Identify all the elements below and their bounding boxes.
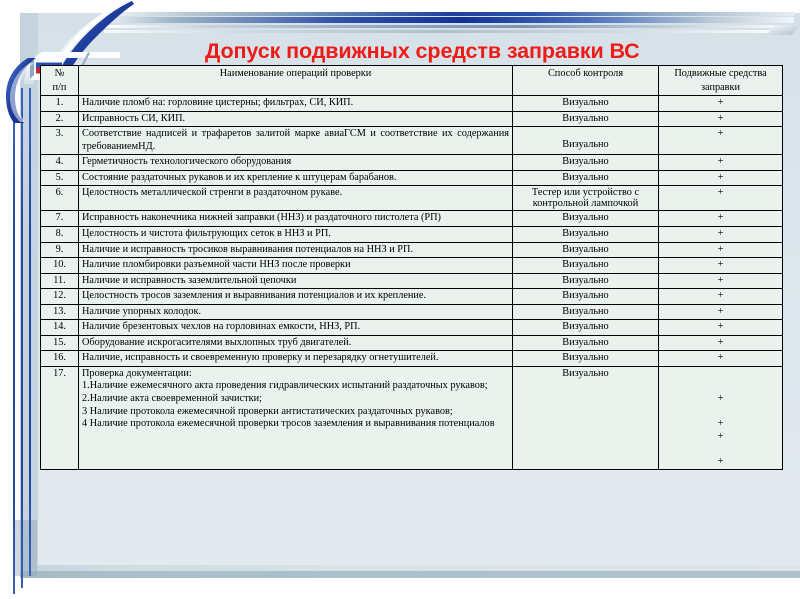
row-number: 5. [41, 170, 79, 186]
row-number: 4. [41, 155, 79, 171]
row-method: Визуально [513, 211, 659, 227]
row-vehicle-mark: + [659, 258, 783, 274]
row-operation [79, 366, 513, 469]
column-header-number-line1: № [54, 68, 65, 79]
vertical-rule-3 [29, 88, 31, 576]
row-operation: Наличие, исправность и своевременную проверку и перезарядку огнетушителей. [79, 351, 513, 367]
column-header-vehicle-line1: Подвижные средства [674, 68, 767, 79]
row-method: Визуально [513, 320, 659, 336]
row-vehicle-mark: + [659, 335, 783, 351]
table-row [41, 258, 783, 274]
vertical-rule-2 [21, 88, 23, 588]
table-row [41, 335, 783, 351]
row-number: 15. [41, 335, 79, 351]
header-ribbon-1 [104, 12, 794, 16]
row-method: Визуально [513, 258, 659, 274]
row-number: 3. [41, 127, 79, 155]
row-operation: Целостность тросов заземления и выравнивания потенциалов и их крепление. [79, 289, 513, 305]
column-header-method: Способ контроля [513, 66, 659, 96]
row-method: Визуально [513, 155, 659, 171]
row-method [513, 127, 659, 155]
table-row-documentation [41, 366, 783, 469]
header-ribbon-3 [104, 25, 794, 28]
inspection-table-wrapper [40, 65, 782, 470]
row-vehicle-mark: + [659, 351, 783, 367]
row-operation: Целостность и чистота фильтрующих сеток в ННЗ и РП. [79, 226, 513, 242]
row-operation: Наличие пломб на: горловине цистерны; фильтрах, СИ, КИП. [79, 96, 513, 112]
row-vehicle-mark: + [659, 226, 783, 242]
vehicle-mark-1: + [717, 393, 724, 404]
table-header-row [41, 66, 783, 96]
row-vehicle-mark: + [659, 242, 783, 258]
row-operation: Исправность наконечника нижней заправки (ННЗ) и раздаточного пистолета (РП) [79, 211, 513, 227]
row-method: Визуально [513, 111, 659, 127]
table-row [41, 273, 783, 289]
row-method: Визуально [513, 351, 659, 367]
row-method: Визуально [513, 366, 659, 469]
row-vehicle-mark: + [659, 111, 783, 127]
documentation-item-1: 1.Наличие ежемесячного акта проведения гидравлических испытаний раздаточных рукавов; [82, 380, 488, 392]
vehicle-mark-4: + [717, 455, 724, 467]
row-operation: Соответствие надписей и трафаретов залитой марке авиаГСМ и соответствие их содержания требованиемНД. [79, 127, 513, 155]
row-vehicle-mark: + [659, 127, 783, 155]
table-row [41, 320, 783, 336]
row-operation: Состояние раздаточных рукавов и их крепление к штуцерам барабанов. [79, 170, 513, 186]
row-number: 2. [41, 111, 79, 127]
table-row [41, 304, 783, 320]
table-row [41, 96, 783, 112]
row-operation: Оборудование искрогасителями выхлопных труб двигателей. [79, 335, 513, 351]
row-method: Визуально [513, 289, 659, 305]
header-ribbon-4 [104, 30, 776, 33]
row-vehicle-mark: + [659, 155, 783, 171]
header-ribbon-2 [104, 17, 794, 23]
table-row [41, 226, 783, 242]
row-number: 11. [41, 273, 79, 289]
row-vehicle-mark: + [659, 273, 783, 289]
column-header-number [41, 66, 79, 96]
row-number: 10. [41, 258, 79, 274]
row-number: 13. [41, 304, 79, 320]
table-row [41, 155, 783, 171]
row-vehicle-marks [659, 366, 783, 469]
row-number: 1. [41, 96, 79, 112]
column-header-vehicle [659, 66, 783, 96]
row-vehicle-mark: + [659, 211, 783, 227]
row-method: Визуально [513, 304, 659, 320]
row-vehicle-mark: + [659, 170, 783, 186]
documentation-title: Проверка документации: [82, 367, 192, 379]
column-header-number-line2: п/п [52, 81, 67, 93]
table-row [41, 289, 783, 305]
vehicle-mark-3: + [717, 430, 724, 442]
row-number: 14. [41, 320, 79, 336]
row-number: 9. [41, 242, 79, 258]
panel-bottom-shadow [20, 571, 800, 578]
row-vehicle-mark: + [659, 186, 783, 211]
row-method: Визуально [513, 170, 659, 186]
documentation-item-2: 2.Наличие акта своевременной зачистки; [82, 393, 262, 404]
row-operation: Исправность СИ, КИП. [79, 111, 513, 127]
table-row [41, 111, 783, 127]
row-method: Визуально [513, 335, 659, 351]
column-header-operations: Наименование операций проверки [79, 66, 513, 96]
documentation-item-4: 4 Наличие протокола ежемесячной проверки тросов заземления и выравнивания потенциалов [82, 418, 495, 430]
table-row [41, 351, 783, 367]
row-vehicle-mark: + [659, 96, 783, 112]
vertical-rule-1 [13, 88, 15, 594]
row-number: 8. [41, 226, 79, 242]
row-operation: Наличие упорных колодок. [79, 304, 513, 320]
row-number: 7. [41, 211, 79, 227]
documentation-item-3: 3 Наличие протокола ежемесячной проверки антистатических раздаточных рукавов; [82, 405, 453, 417]
inspection-table [40, 65, 783, 470]
row-method: Визуально [513, 273, 659, 289]
table-row [41, 170, 783, 186]
row-operation: Наличие и исправность тросиков выравнивания потенциалов на ННЗ и РП. [79, 242, 513, 258]
row-vehicle-mark: + [659, 320, 783, 336]
row-method-text: Визуально [562, 139, 609, 151]
row-operation: Наличие и исправность заземлительной цепочки [79, 273, 513, 289]
page-title: Допуск подвижных средств заправки ВС [205, 39, 640, 63]
row-operation: Герметичность технологического оборудования [79, 155, 513, 171]
column-header-vehicle-line2: заправки [700, 81, 741, 93]
row-method: Визуально [513, 96, 659, 112]
table-row [41, 186, 783, 211]
vehicle-mark-2: + [717, 418, 724, 430]
table-row [41, 242, 783, 258]
row-operation: Наличие брезентовых чехлов на горловинах емкости, ННЗ, РП. [79, 320, 513, 336]
row-vehicle-mark: + [659, 304, 783, 320]
row-method: Визуально [513, 226, 659, 242]
row-method: Тестер или устройство с контрольной лампочкой [513, 186, 659, 211]
row-number: 6. [41, 186, 79, 211]
row-operation: Целостность металлической стренги в раздаточном рукаве. [79, 186, 513, 211]
row-operation: Наличие пломбировки разъемной части ННЗ после проверки [79, 258, 513, 274]
row-method: Визуально [513, 242, 659, 258]
row-number: 16. [41, 351, 79, 367]
vertical-rule-shadow [13, 520, 37, 576]
row-number: 17. [41, 366, 79, 469]
table-row [41, 127, 783, 155]
row-vehicle-mark: + [659, 289, 783, 305]
table-row [41, 211, 783, 227]
row-number: 12. [41, 289, 79, 305]
inspection-table-body [41, 96, 783, 470]
